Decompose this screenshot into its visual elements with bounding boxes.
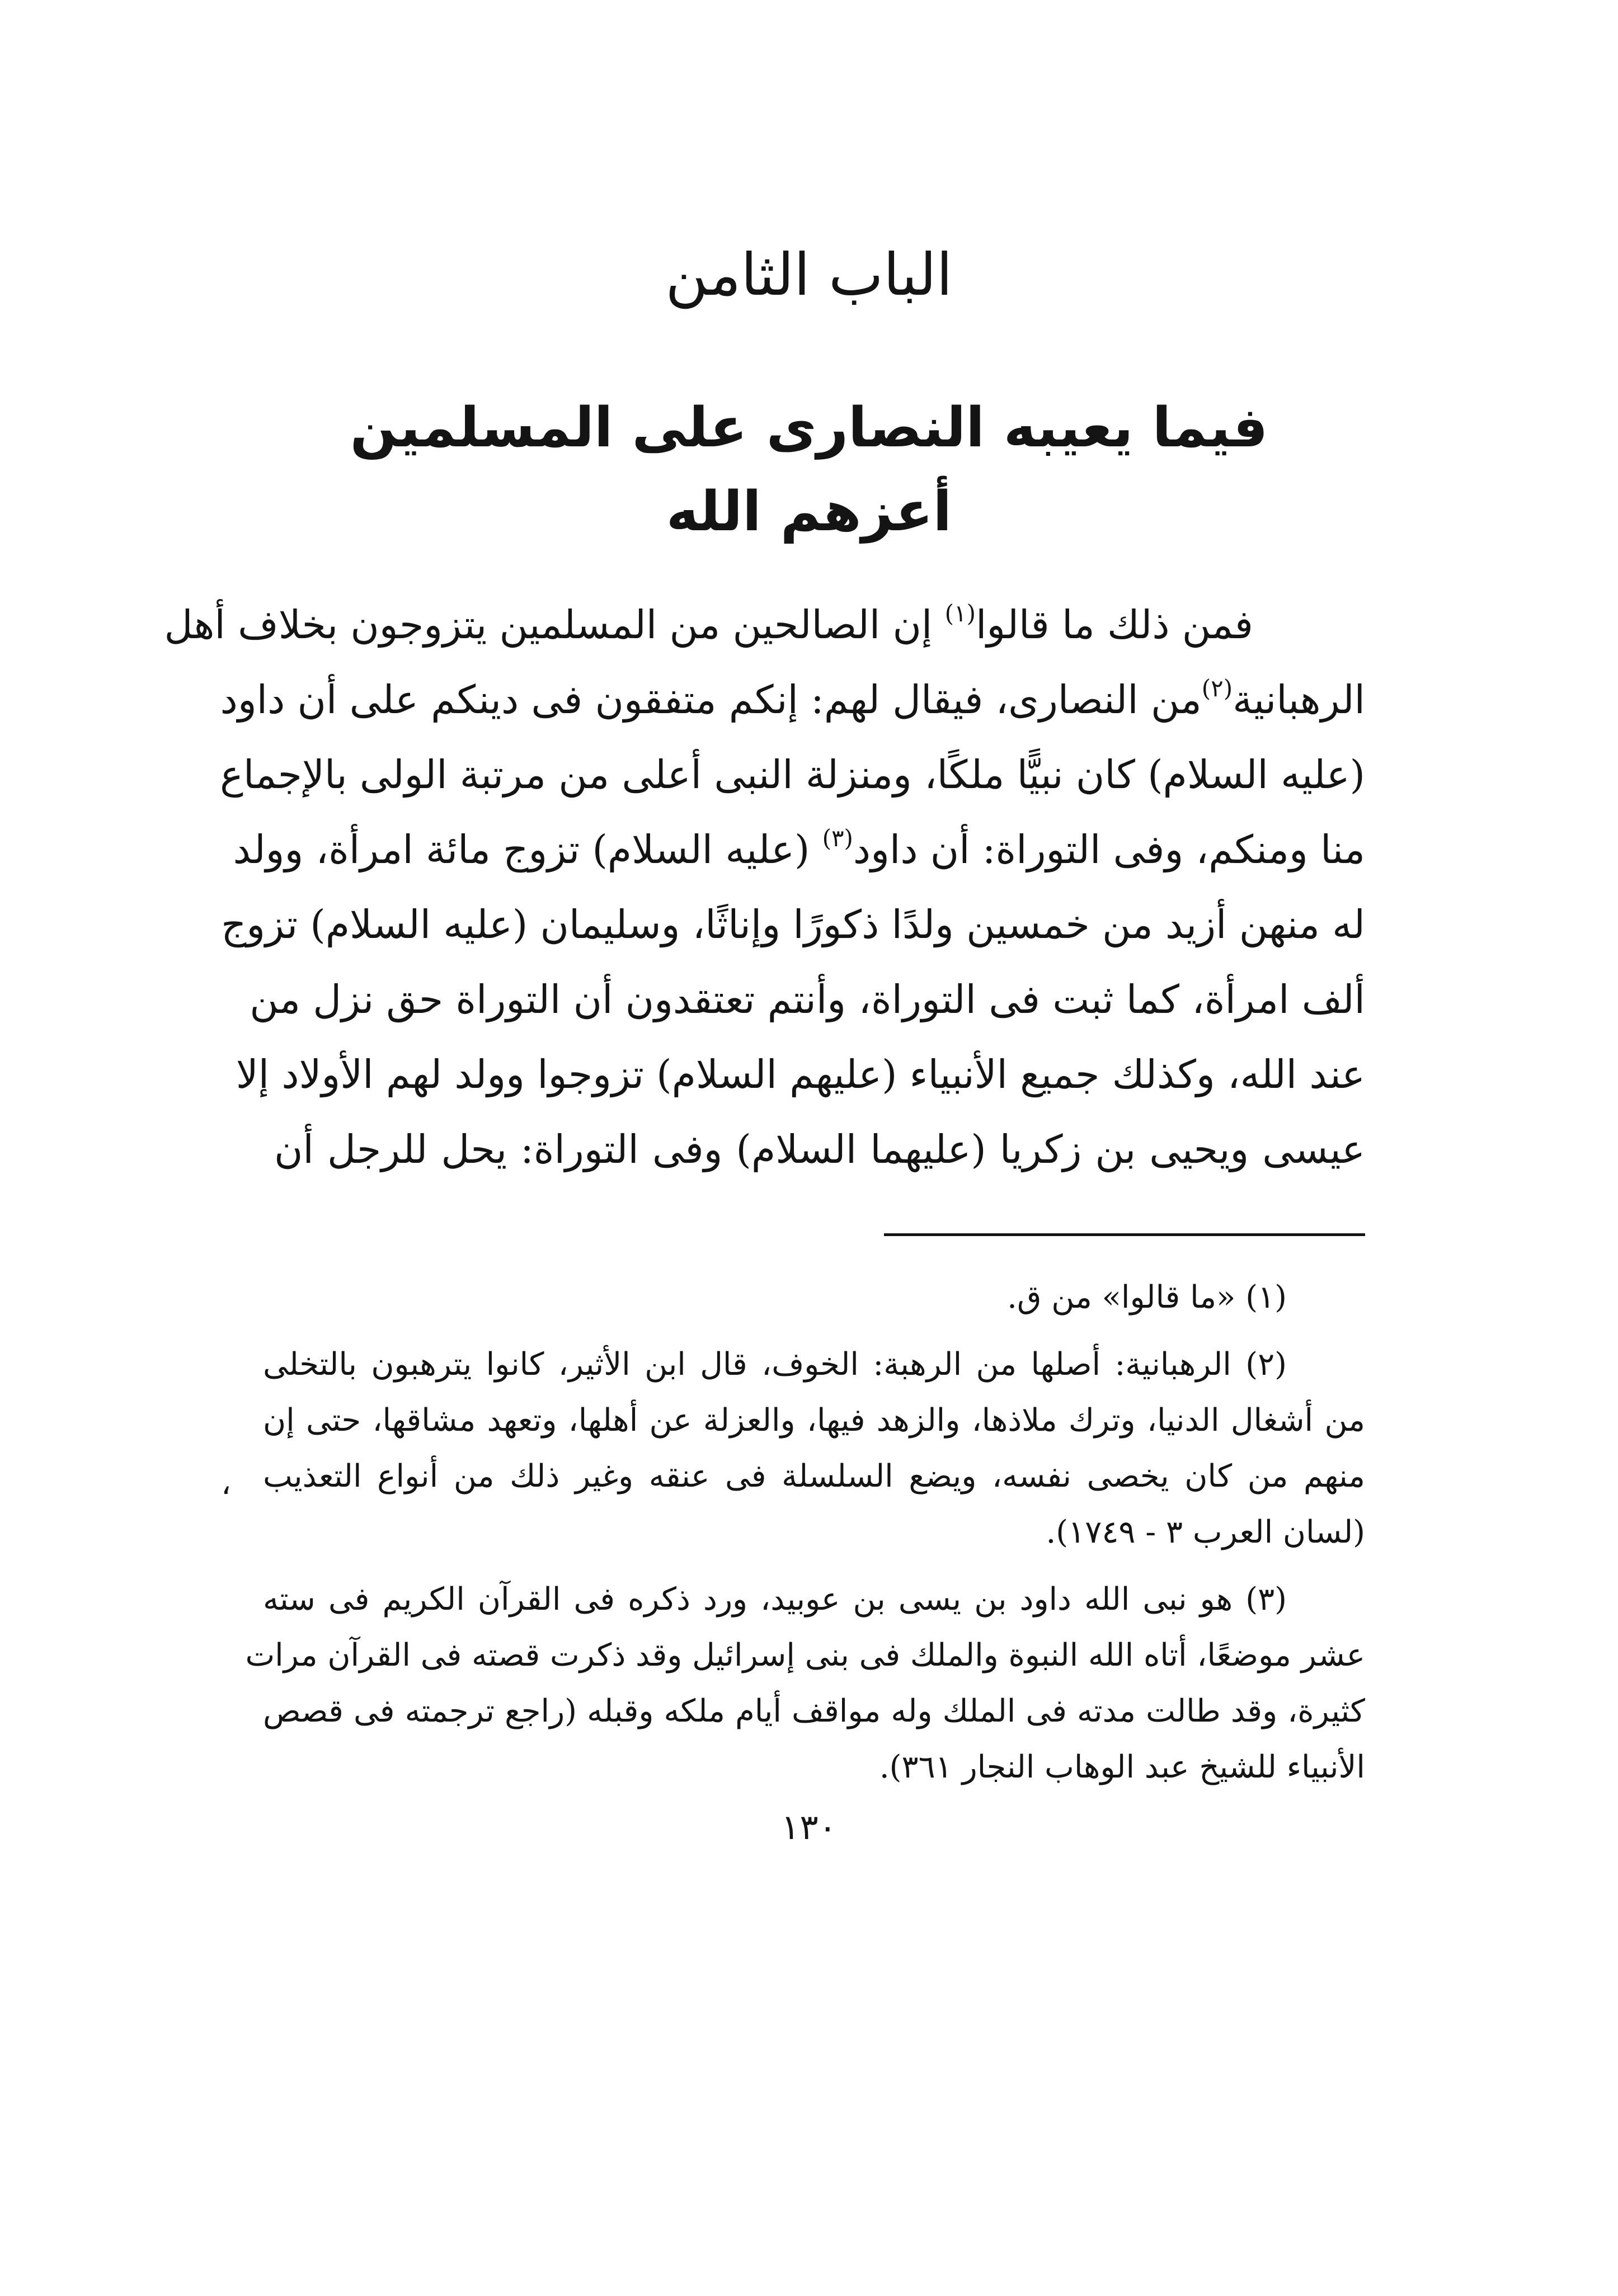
body-line-5: له منهن أزيد من خمسين ولدًا ذكورًا وإناثًا، وسليمان (عليه السلام) تزوج (221, 902, 1365, 947)
margin-mark: ، (221, 1465, 232, 1502)
main-title (0, 386, 1618, 554)
footnote-3-line-2: عشر موضعًا، أتاه الله النبوة والملك فى بنى إسرائيل وقد ذكرت قصته فى القرآن مرات (245, 1637, 1365, 1673)
page-number: ١٣٠ (781, 1807, 837, 1847)
footnote-ref-3: (٣) (822, 824, 853, 852)
body-line-2: الرهبانية$^{(٢)}$من النصارى، فيقال لهم: إنكم متفقون فى دينكم على أن داود (220, 675, 1365, 723)
footnote-2-line-3: منهم من كان يخصى نفسه، ويضع السلسلة فى عنقه وغير ذلك من أنواع التعذيب (263, 1458, 1365, 1494)
footnotes (245, 1270, 1366, 1807)
body-paragraph (164, 587, 1365, 1187)
body-line-6: ألف امرأة، كما ثبت فى التوراة، وأنتم تعتقدون أن التوراة حق نزل من (250, 977, 1365, 1022)
body-line-8: عيسى ويحيى بن زكريا (عليهما السلام) وفى التوراة: يحل للرجل أن (274, 1126, 1365, 1172)
footnote-ref-1: (١) (944, 600, 976, 627)
footnote-1 (263, 1270, 1365, 1326)
footnote-1-line: (١) «ما قالوا» من ق. (1007, 1279, 1287, 1316)
body-line-4: منا ومنكم، وفى التوراة: أن داود$^{(٣)}$ (عليه السلام) تزوج مائة امرأة، وولد (233, 824, 1365, 873)
main-title-line-1: فيما يعيبه النصارى على المسلمين (350, 396, 1268, 460)
footnote-separator (884, 1233, 1365, 1236)
footnote-ref-2: (٢) (1201, 675, 1233, 702)
body-line-1: فمن ذلك ما قالوا$^{(١)}$ إن الصالحين من المسلمين يتزوجون بخلاف أهل (164, 600, 1253, 648)
footnote-3-line-1: (٣) هو نبى الله داود بن يسى بن عوبيد، ورد ذكره فى القرآن الكريم فى سته (263, 1581, 1287, 1618)
body-line-3: (عليه السلام) كان نبيًّا ملكًا، ومنزلة النبى أعلى من مرتبة الولى بالإجماع (220, 752, 1365, 798)
footnote-2 (263, 1337, 1365, 1560)
footnote-3 (245, 1572, 1365, 1795)
body-line-7: عند الله، وكذلك جميع الأنبياء (عليهم السلام) تزوجوا وولد لهم الأولاد إلا (236, 1052, 1365, 1097)
chapter-title: الباب الثامن (665, 241, 953, 309)
footnote-2-line-1: (٢) الرهبانية: أصلها من الرهبة: الخوف، قال ابن الأثير، كانوا يترهبون بالتخلى (263, 1346, 1287, 1383)
footnote-2-line-4: (لسان العرب ٣ - ١٧٤٩). (1046, 1514, 1365, 1550)
main-title-line-2: أعزهم الله (666, 480, 952, 544)
footnote-3-line-3: كثيرة، وقد طالت مدته فى الملك وله مواقف أيام ملكه وقبله (راجع ترجمته فى قصص (263, 1693, 1365, 1729)
footnote-2-line-2: من أشغال الدنيا، وترك ملاذها، والزهد فيها، والعزلة عن أهلها، وتعهد مشاقها، حتى إن (263, 1402, 1366, 1439)
footnote-3-line-4: الأنبياء للشيخ عبد الوهاب النجار ٣٦١). (879, 1749, 1365, 1785)
